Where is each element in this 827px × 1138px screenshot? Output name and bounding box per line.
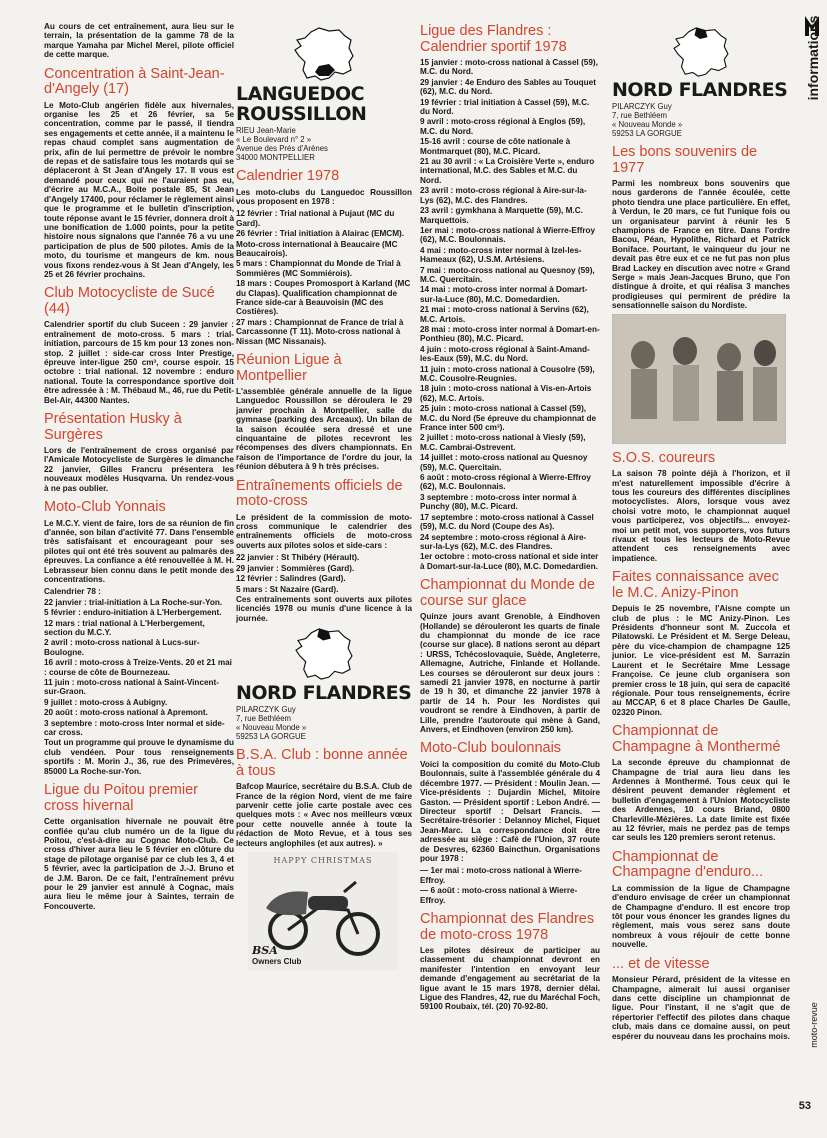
body-concentration: Le Moto-Club angérien fidèle aux hivernales, organise les 25 et 26 février, sa 5e concentration, comme par le passé, il tiendra ses engagements et cette année, il a maintenu le repas chaud complet sans augmentation de prix, afin de lui permettre de prévoir le nombre de repas et de satisfaire tous les motards qui se déplaceront à St Jean d'Angely 17. Il vous est demandé pour ceux qui ne l'auraient pas eu, d'écrire au M.C.A., Boite postale 85, St Jean d'Angely 17400, pour réclamer le règlement ainsi que le programme et le bulletin d'inscription, toute réponse avant le 15 février, donnera droit à une bonification de 1.000 points, pour la petite histoire nous signalons que l'année 76 a vu une participation de plus de 500 pilotes. Amis de la moto, du tourisme et mangeurs de km. nous vous fixons rendez-vous à St Jean d'Angely, les 25 et 26 février prochains. bbox=[44, 100, 234, 279]
list-item: 15-16 avril : course de côte nationale à Montmarquet (80), M.C. Picard. bbox=[420, 137, 571, 156]
list-item: — 6 août : moto-cross national à Wierre-Effroy. bbox=[420, 886, 578, 905]
body-enduro: La commission de la ligue de Champagne d'enduro envisage de créer un championnat de Champagne d'enduro. Il est encore trop tôt pour vous énoncer les grandes lignes du règlement, mais vous serez sans doute nombreux à vous réjouir de cette bonne nouvelle. bbox=[612, 883, 790, 950]
list-item: 14 mai : moto-cross inter normal à Domart-sur-la-Luce (80), M.C. Domedardien. bbox=[420, 285, 588, 304]
list-item: 6 août : moto-cross régional à Wierre-Effroy (62), M.C. Boulonnais. bbox=[420, 473, 591, 492]
side-strip bbox=[803, 0, 821, 1138]
bsa-subtitle: Owners Club bbox=[252, 956, 302, 966]
list-item: 26 février : Trial initiation à Alairac (EMCM). bbox=[236, 229, 405, 239]
region-title-nord: NORD FLANDRES bbox=[612, 79, 788, 101]
list-item: 12 février : Salindres (Gard). bbox=[236, 574, 346, 584]
address-line: PILARCZYK Guy bbox=[236, 705, 296, 715]
list-item: 23 avril : moto-cross régional à Aire-sur-la-Lys (62), M.C. des Flandres. bbox=[420, 186, 587, 205]
heading-championnat-flandres: Championnat des Flandres de moto-cross 1978 bbox=[420, 911, 595, 943]
address-line: 59253 LA GORGUE bbox=[236, 732, 306, 742]
list-item: 11 juin : moto-cross national à Saint-Vincent-sur-Graon. bbox=[44, 678, 219, 697]
body-yonnais: Le M.C.Y. vient de faire, lors de sa réunion de fin d'année, son bilan d'activité 77. Dans l'ensemble très satisfaisant et encourageant pour ses pilotes qui ont été très souvent au palmarès des épreuves. La confiance a été renouvellée à M. H. Lebrasseur bien connu dans le petit monde des concentrations. bbox=[44, 518, 234, 584]
list-item: 3 septembre : moto-cross inter normal à Punchy (80), M.C. Picard. bbox=[420, 492, 577, 512]
address-line: PILARCZYK Guy bbox=[612, 102, 672, 111]
body-entrainements: Le président de la commission de moto-cross communique le calendrier des entraînements officiels de moto-cross ouverts aux pilotes solos et side-cars : bbox=[236, 512, 412, 550]
body-calendrier: Les moto-clubs du Languedoc Roussillon vous proposent en 1978 : bbox=[236, 187, 412, 206]
address-line: 59253 LA GORGUE bbox=[612, 129, 682, 138]
body-yonnais-end: Tout un programme qui prouve le dynamisme du club vendéen. Pour tous renseignements sportifs : M. Morin J., 36, rue des Primevères, 85000 La Roche-sur-Yon. bbox=[44, 738, 234, 776]
postcard-caption: HAPPY CHRISTMAS bbox=[273, 855, 373, 865]
body-husky: Lors de l'entraînement de cross organisé par l'Amicale Motocycliste de Surgères le dimanche 22 janvier, Gilles Francru présentera les nouveaux modèles Husqvarna. Un rendez-vous à ne pas oublier. bbox=[44, 446, 234, 493]
heading-montherme: Championnat de Champagne à Monthermé bbox=[612, 723, 781, 755]
list-item: 19 février : trial initiation à Cassel (59), M.C. du Nord. bbox=[420, 97, 590, 117]
heading-vitesse: ... et de vitesse bbox=[612, 955, 710, 972]
riders-photo bbox=[612, 314, 786, 444]
intro-paragraph: Au cours de cet entraînement, aura lieu sur le terrain, la présentation de la gamme 78 de la marque Yamaha par Michel Merel, pilote officiel de cette marque. bbox=[44, 22, 234, 60]
list-item: — 1er mai : moto-cross national à Wierre-Effroy. bbox=[420, 866, 582, 885]
list-item: 4 mai : moto-cross inter normal à Izel-les-Hameaux (62), U.S.M. Artésiens. bbox=[420, 245, 582, 265]
region-title-languedoc: LANGUEDOC ROUSSILLON bbox=[236, 83, 367, 125]
heading-glace: Championnat du Monde de course sur glace bbox=[420, 577, 595, 609]
list-item: 9 juillet : moto-cross à Aubigny. bbox=[44, 697, 168, 707]
france-map-icon bbox=[666, 26, 736, 78]
column-1 bbox=[44, 22, 234, 914]
list-item: 12 février : Trial national à Pujaut (MC du Gard). bbox=[236, 209, 395, 228]
heading-club-suce: Club Motocycliste de Sucé (44) bbox=[44, 285, 215, 317]
heading-concentration: Concentration à Saint-Jean-d'Angely (17) bbox=[44, 65, 225, 98]
france-map-icon bbox=[289, 627, 359, 681]
heading-reunion: Réunion Ligue à Montpellier bbox=[236, 352, 342, 384]
body-vitesse: Monsieur Pérard, président de la vitesse en Champagne, aimerait lui aussi organiser dans cette discipline un championnat de ligue. Pour l'instant, il ne s'agit que de répertorier l'effectif des pilotes dans chaque club, mais dans ce domaine aussi, on peut espérer du nouveau dans les prochains mois. bbox=[612, 975, 790, 1041]
list-item: 11 juin : moto-cross national à Cousolre (59), M.C. Cousolre-Reugnies. bbox=[420, 364, 595, 383]
list-item: Moto-cross international à Beaucaire (MC Beaucairois). bbox=[236, 239, 398, 258]
list-item: 7 mai : moto-cross national au Quesnoy (59), M.C. Quercitain. bbox=[420, 265, 595, 284]
list-item: 21 mai : moto-cross national à Servins (62), M.C. Artois. bbox=[420, 305, 589, 324]
heading-bons-souvenirs: Les bons souvenirs de 1977 bbox=[612, 144, 758, 176]
heading-flandres-calendrier: Ligue des Flandres : Calendrier sportif 1978 bbox=[420, 23, 567, 55]
address-line: « Le Boulevard n° 2 » bbox=[236, 135, 312, 144]
heading-sos: S.O.S. coureurs bbox=[612, 449, 716, 466]
list-item: 1er octobre : moto-cross national et side inter à Domart-sur-la-Luce (80), M.C. Domedardien. bbox=[420, 552, 599, 571]
bsa-postcard-image bbox=[248, 852, 398, 970]
riders-group-icon bbox=[613, 315, 785, 443]
heading-calendrier-1978: Calendrier 1978 bbox=[236, 168, 340, 184]
heading-entrainements: Entraînements officiels de moto-cross bbox=[236, 477, 403, 510]
list-item: 18 juin : moto-cross national à Vis-en-Artois (62), M.C. Artois. bbox=[420, 384, 592, 403]
heading-boulonnais: Moto-Club boulonnais bbox=[420, 740, 562, 757]
list-item: 4 juin : moto-cross régional à Saint-Amand-les-Eaux (59), M.C. du Nord. bbox=[420, 344, 590, 364]
heading-husky: Présentation Husky à Surgères bbox=[44, 411, 182, 443]
column-4 bbox=[612, 22, 790, 1044]
body-club-suce: Calendrier sportif du club Suceen : 29 janvier : entraînement de moto-cross. 5 mars : trial-initiation, parcours de 15 km pour 13 zones non-stop. 2 juillet : side-car cross Inter Prestige, épreuve inter-ligue 250 cm³, course espoir. 15 octobre : trial national. 12 novembre : enduro national. Toute la correspondance sportive doit être adressée à : M. Thébaud M., 46, rue du Petit-Bel-Air, 44300 Nantes. bbox=[44, 320, 234, 405]
magazine-name: moto-revue bbox=[809, 1002, 819, 1048]
address-line: RIEU Jean-Marie bbox=[236, 126, 296, 135]
heading-anizy: Faites connaissance avec le M.C. Anizy-Pinon bbox=[612, 569, 779, 601]
heading-yonnais: Moto-Club Yonnais bbox=[44, 499, 166, 516]
list-item: 16 avril : moto-cross à Treize-Vents. 20 et 21 mai : course de côte de Bournezeau. bbox=[44, 658, 232, 677]
list-item: 29 janvier : Sommières (Gard). bbox=[236, 563, 355, 573]
list-item: 2 avril : moto-cross national à Lucs-sur-Boulogne. bbox=[44, 638, 200, 657]
heading-enduro: Championnat de Champagne d'enduro... bbox=[612, 848, 764, 881]
list-item: 24 septembre : moto-cross régional à Aire-sur-la-Lys (62), M.C. des Flandres. bbox=[420, 532, 587, 551]
body-championnat-flandres: Les pilotes désireux de participer au classement du championnat devront en manifester l'intention en envoyant leur demande d'engagement au secrétariat de la ligue avant le 15 mars 1978, dernier délai. Ligue des Flandres, 42, rue du Maréchal Foch, 59100 Roubaix, tél. (20) 70-92-80. bbox=[420, 946, 600, 1012]
body-entrainements-end: Ces entraînements sont ouverts aux pilotes licenciés 1978 ou munis d'une licence à la journée. bbox=[236, 594, 412, 623]
list-item: 15 janvier : moto-cross national à Cassel (59), M.C. du Nord. bbox=[420, 58, 598, 77]
body-glace: Quinze jours avant Grenoble, à Eindhoven (Hollande) se dérouleront les quarts de finale du championnat du monde de ice race (course sur glace). 8 nations seront au départ : URSS, Tchécoslovaquie, Suède, Angleterre, Allemagne, Autriche, Finlande et Hollande. Les courses se dérouleront sur deux jours : samedi 21 janvier 1978, en nocturne à partir de 19 h 30, et dimanche 22 janvier 1978 à partir de 14 h. Pour les Nordistes qui voudront se rendre à Eindhoven, à partir de Lille, prendre l'autoroute qui mène à Gand, Anvers, et Eindhoven (environ 250 km). bbox=[420, 612, 600, 734]
body-sos: La saison 78 pointe déjà à l'horizon, et il m'est naturellement impossible d'écrire à tous les coureurs des différentes disciplines motocyclistes. Alors, lorsque vous avez choisi votre moto, le championnat auquel vous participerez, vos objectifs... envoyez-moi un petit mot, vos supporters, vos futurs rivaux et tous les lecteurs de Moto-Revue attendent ces renseignements avec impatience. bbox=[612, 469, 790, 563]
list-item: 28 mai : moto-cross inter normal à Domart-en-Ponthieu (80), M.C. Picard. bbox=[420, 324, 600, 344]
body-reunion: L'assemblée générale annuelle de la ligue Languedoc Roussillon se déroulera le 29 janvier prochain à Montpellier, salle du gymnase (parking des Arceaux). Un bilan de la saison écoulée sera dressé et une cinquantaine de pilotes recevront les récompenses des divers championnats. En raison de l'importance de l'ordre du jour, la réunion débutera à 9 h très précises. bbox=[236, 387, 412, 472]
calendar-label: Calendrier 78 : bbox=[44, 587, 101, 597]
body-bons-souvenirs: Parmi les nombreux bons souvenirs que nous garderons de l'année écoulée, cette photo tiendra une place particulière. En effet, à Verdun, le 20 mars, ce fut l'unique fois ou un organisateur parvint à réunir les 5 champions de France en titre. Dans l'ordre Bacou, Péan, Hypolithe, Richard et Patrick Boniface. Pourtant, le vainqueur du jour ne devait pas être eux et ce ne fut pas non plus Brad Lackey en discution avec notre « Grand Serge » mais Jean-Jacques Bruno, que l'on distingue à droite, et qui réalisa 3 manches prodigieuses qui permirent de prédire la sensationnelle saison du Nordiste. bbox=[612, 179, 790, 311]
address-line: « Nouveau Monde » bbox=[236, 723, 307, 733]
list-item: 29 janvier : 4e Enduro des Sables au Touquet (62), M.C. du Nord. bbox=[420, 77, 596, 97]
body-boulonnais: Voici la composition du comité du Moto-Club Boulonnais, suite à l'assemblée générale du 4 décembre 1977. — Président : Moulin Jean. — Vice-présidents : Dujardin Michel, Mitoire Gaston. — Président sportif : Lebon André. — Directeur sportif : Delsart Francis. — Secrétaire-trésorier : Delannoy Michel, Fiquet Jean-Marc. La correspondance doit être adressée au siège : Café de l'Union, 37 route de Desvres, 62360 Baincthun. Organisations pour 1978 : bbox=[420, 759, 600, 863]
address-line: Avenue des Prés d'Arènes bbox=[236, 144, 328, 153]
address-line: 34000 MONTPELLIER bbox=[236, 153, 315, 162]
address-block bbox=[612, 102, 790, 138]
list-item: 25 juin : moto-cross national à Cassel (59), M.C. du Nord (5e épreuve du championnat de France inter 500 cm³). bbox=[420, 404, 597, 433]
list-item: 23 avril : gymkhana à Marquette (59), M.C. Marquettois. bbox=[420, 206, 583, 225]
list-item: 17 septembre : moto-cross national à Cassel (59), M.C. du Nord (Coupe des As). bbox=[420, 512, 594, 532]
address-block bbox=[236, 126, 412, 162]
heading-poitou: Ligue du Poitou premier cross hivernal bbox=[44, 782, 198, 814]
body-anizy: Depuis le 25 novembre, l'Aisne compte un club de plus : le MC Anizy-Pinon. Les Présidents d'honneur sont M. Zuccola et Pilatowski. Le Président et M. Serge Deleau, père du vice-champion de champagne 125 junior. Le vice-président est M. Sarrazin Laurent et le Secrétaire Mme Lessage Françoise. Ce jeune club organisera son premier cross le 18 juin, qui sera de capacité régionale. Pour tous renseignements, écrire au MCCAP, 6 et 8 place Charles De Gaulle, 02320 Pinon. bbox=[612, 604, 790, 717]
section-label: informations bbox=[805, 15, 821, 101]
list-item: 14 juillet : moto-cross national au Quesnoy (59), M.C. Quercitain. bbox=[420, 453, 588, 472]
list-item: 9 avril : moto-cross régional à Englos (59), M.C. du Nord. bbox=[420, 117, 586, 136]
region-title-nord: NORD FLANDRES bbox=[236, 682, 412, 705]
list-item: 12 mars : trial national à L'Herbergement, section du M.C.Y. bbox=[44, 618, 205, 637]
list-item: 5 mars : St Nazaire (Gard). bbox=[236, 584, 339, 594]
list-item: 18 mars : Coupes Promosport à Karland (MC du Clapas). Qualification championnat de France side-car à Beauvoisin (MC des Costières). bbox=[236, 279, 411, 317]
list-item: 20 août : moto-cross national à Apremont. bbox=[44, 708, 208, 718]
address-line: « Nouveau Monde » bbox=[612, 120, 683, 129]
address-line: 7, rue Bethléem bbox=[612, 111, 668, 120]
column-3 bbox=[420, 22, 600, 1015]
body-poitou: Cette organisation hivernale ne pouvait être confiée qu'au club numéro un de la ligue du Poitou, c'est-à-dire au Cognac Moto-Club. Ce cross d'hiver aura lieu le 5 février en clôture du stage de pilotage organisé par ce club les 3, 4 et 5 février, avec la participation de J.-J. Bruno et de J.M. Baron. De ce fait, l'entraînement prévu pour le 29 janvier est annulé à Cognac, mais aura lieu le même jour à Saintes, terrain de Foncouverte. bbox=[44, 817, 234, 911]
france-map-icon bbox=[289, 26, 359, 82]
address-line: 7, rue Bethléem bbox=[236, 714, 292, 724]
column-2 bbox=[236, 22, 412, 970]
bsa-logo: BSA bbox=[252, 943, 278, 957]
list-item: 1er mai : moto-cross national à Wierre-Effroy (62), M.C. Boulonnais. bbox=[420, 225, 596, 245]
list-item: 21 au 30 avril : « La Croisière Verte », enduro international, M.C. des Sables et M.C. du Nord. bbox=[420, 157, 595, 185]
list-item: 3 septembre : moto-cross Inter normal et side-car cross. bbox=[44, 718, 225, 738]
page-number: 53 bbox=[798, 1100, 811, 1112]
list-item: 5 mars : Championnat du Monde de Trial à Sommières (MC Sommiérois). bbox=[236, 259, 401, 278]
body-bsa-club: Bafcop Maurice, secrétaire du B.S.A. Club de France de la région Nord, vient de me faire parvenir cette jolie carte postale avec ces quelques mots : « Avec nos meilleurs vœux pour cette nouvelle année à toute la rédaction de Moto Revue, et à tous ses lecteurs anglophiles (et aux autres). » bbox=[236, 782, 412, 848]
list-item: 22 janvier : St Thibéry (Hérault). bbox=[236, 553, 360, 563]
address-block bbox=[236, 705, 412, 741]
list-item: 5 février : enduro-initiation à L'Herbergement. bbox=[44, 608, 222, 618]
list-item: 2 juillet : moto-cross national à Viesly (59), M.C. Cambrai-Ostrevent. bbox=[420, 433, 586, 452]
list-item: 27 mars : Championnat de France de trial à Carcassonne (T 11). Moto-cross national à Nissan (MC Nissanais). bbox=[236, 317, 404, 346]
list-item: 22 janvier : trial-initiation à La Roche-sur-Yon. bbox=[44, 597, 223, 607]
heading-bsa-club: B.S.A. Club : bonne année à tous bbox=[236, 747, 408, 779]
body-montherme: La seconde épreuve du championnat de Champagne de trial aura lieu dans les Ardennes à Monthermé. Tous ceux qui le désirent peuvent demander règlement et bulletin d'engagement à l'Union Motocycliste des Ardennes, 10 cours Briand, 0800 Charleville-Mézières. La date limite est fixée au 12 février, mais ne perdez pas de temps car seuls les 120 premiers seront retenus. bbox=[612, 758, 790, 843]
